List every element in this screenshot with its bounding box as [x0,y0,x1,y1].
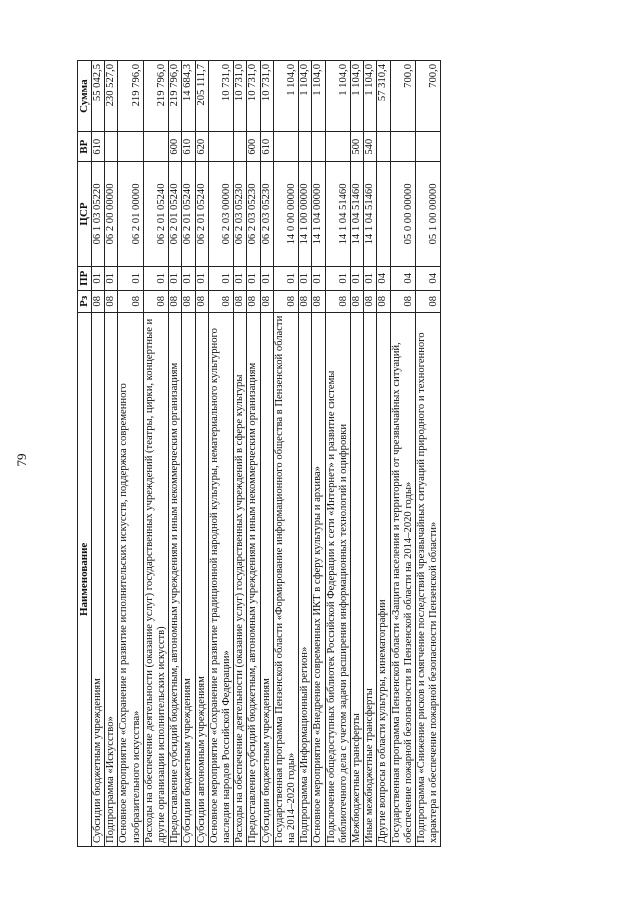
cell-pr: 01 [247,266,260,290]
table-row [273,61,298,847]
cell-name: Государственная программа Пензенской области «Защита населения и территорий от чрезвычайных ситуаций, обеспечение пожарной безопасности в Пензенской области на 2014–2020 годы» [390,312,415,846]
page-number: 79 [14,453,29,467]
cell-name: Подключение общедоступных библиотек Российской Федерации к сети «Интернет» и развитие системы библиотечного дела с учетом задачи расширения информационных технологий и оцифровки [325,312,350,846]
cell-csr: 14 1 04 51460 [325,162,350,267]
cell-name: Субсидии автономным учреждениям [195,312,208,846]
cell-sum: 219 796,0 [118,61,143,132]
cell-sum: 10 731,0 [260,61,273,132]
cell-vr: 610 [260,132,273,162]
cell-pr: 01 [118,266,143,290]
cell-name: Субсидии бюджетным учреждениям [92,312,105,846]
header-name: Наименование [78,312,92,846]
cell-csr: 06 2 01 00000 [118,162,143,267]
table-row [312,61,325,847]
cell-sum: 1 104,0 [351,61,364,132]
cell-sum: 219 796,0 [143,61,168,132]
cell-rz: 08 [377,290,390,312]
table-row [208,61,233,847]
cell-csr: 05 1 00 00000 [416,162,441,267]
rotated-page-content [77,60,585,847]
cell-sum: 700,0 [416,61,441,132]
cell-csr: 06 2 03 05230 [234,162,247,267]
cell-vr [143,132,168,162]
table-row [247,61,260,847]
cell-name: Субсидии бюджетным учреждениям [182,312,195,846]
cell-csr: 06 2 00 00000 [105,162,118,267]
cell-csr: 06 1 03 05220 [92,162,105,267]
cell-name: Подпрограмма «Информационный регион» [299,312,312,846]
cell-pr: 01 [105,266,118,290]
cell-pr: 01 [182,266,195,290]
cell-rz: 08 [118,290,143,312]
table-row [169,61,182,847]
cell-pr: 01 [169,266,182,290]
cell-sum: 1 104,0 [273,61,298,132]
cell-rz: 08 [325,290,350,312]
cell-name: Государственная программа Пензенской области «Формирование информационного общества в Пензенской области на 2014–2020 годы» [273,312,298,846]
cell-rz: 08 [247,290,260,312]
cell-rz: 08 [273,290,298,312]
cell-csr: 05 0 00 00000 [390,162,415,267]
cell-rz: 08 [260,290,273,312]
cell-pr: 01 [260,266,273,290]
cell-sum: 10 731,0 [234,61,247,132]
table-row [118,61,143,847]
cell-rz: 08 [92,290,105,312]
header-rz: Рз [78,290,92,312]
cell-sum: 205 111,7 [195,61,208,132]
cell-rz: 08 [143,290,168,312]
cell-sum: 1 104,0 [325,61,350,132]
cell-name: Расходы на обеспечение деятельности (оказание услуг) государственных учреждений (театры, цирки, концертные и другие организации исполнительских искусств) [143,312,168,846]
table-row [143,61,168,847]
cell-rz: 08 [169,290,182,312]
table-row [195,61,208,847]
cell-vr [234,132,247,162]
cell-pr: 01 [208,266,233,290]
cell-vr: 600 [247,132,260,162]
cell-pr: 01 [351,266,364,290]
cell-name: Расходы на обеспечение деятельности (оказание услуг) государственных учреждений в сфере культуры [234,312,247,846]
cell-pr: 01 [364,266,377,290]
table-row [182,61,195,847]
cell-sum: 700,0 [390,61,415,132]
cell-csr [377,162,390,267]
cell-vr [377,132,390,162]
cell-csr: 14 1 00 00000 [299,162,312,267]
cell-pr: 04 [390,266,415,290]
cell-csr: 06 2 01 05240 [169,162,182,267]
cell-csr: 14 1 04 51460 [351,162,364,267]
cell-csr: 06 2 03 00000 [208,162,233,267]
cell-csr: 06 2 03 05230 [247,162,260,267]
cell-name: Основное мероприятие «Внедрение современных ИКТ в сферу культуры и архива» [312,312,325,846]
header-row [78,61,92,847]
cell-vr [118,132,143,162]
table-row [377,61,390,847]
table-body [92,61,441,847]
cell-rz: 08 [234,290,247,312]
cell-rz: 08 [299,290,312,312]
cell-name: Основное мероприятие «Сохранение и развитие исполнительских искусств, поддержка современного изобразительного искусства» [118,312,143,846]
cell-name: Основное мероприятие «Сохранение и развитие традиционной народной культуры, нематериального культурного наследия народов Российской Федерации» [208,312,233,846]
cell-vr [208,132,233,162]
cell-vr [325,132,350,162]
cell-rz: 08 [351,290,364,312]
cell-vr: 540 [364,132,377,162]
cell-rz: 08 [182,290,195,312]
table-row [364,61,377,847]
cell-rz: 08 [390,290,415,312]
header-csr: ЦСР [78,162,92,267]
cell-name: Иные межбюджетные трансферты [364,312,377,846]
cell-name: Предоставление субсидий бюджетным, автономным учреждениям и иным некоммерческим организациям [247,312,260,846]
cell-vr: 620 [195,132,208,162]
cell-csr: 06 2 03 05230 [260,162,273,267]
table-row [234,61,247,847]
cell-sum: 57 310,4 [377,61,390,132]
cell-pr: 01 [273,266,298,290]
cell-csr: 06 2 01 05240 [182,162,195,267]
cell-sum: 1 104,0 [364,61,377,132]
cell-vr [312,132,325,162]
cell-name: Подпрограмма «Искусство» [105,312,118,846]
cell-csr: 14 1 04 51460 [364,162,377,267]
cell-pr: 01 [143,266,168,290]
cell-rz: 08 [208,290,233,312]
cell-rz: 08 [105,290,118,312]
cell-name: Субсидии бюджетным учреждениям [260,312,273,846]
cell-pr: 01 [234,266,247,290]
cell-sum: 230 527,0 [105,61,118,132]
header-sum: Сумма [78,61,92,132]
cell-vr: 500 [351,132,364,162]
cell-sum: 55 042,5 [92,61,105,132]
table-row [92,61,105,847]
cell-pr: 01 [195,266,208,290]
cell-sum: 14 684,3 [182,61,195,132]
cell-vr [299,132,312,162]
cell-csr: 06 2 01 05240 [195,162,208,267]
cell-rz: 08 [195,290,208,312]
cell-pr: 04 [377,266,390,290]
cell-rz: 08 [416,290,441,312]
cell-pr: 01 [299,266,312,290]
table-row [105,61,118,847]
cell-csr: 14 1 04 00000 [312,162,325,267]
table-row [299,61,312,847]
cell-rz: 08 [364,290,377,312]
cell-sum: 1 104,0 [312,61,325,132]
cell-vr [273,132,298,162]
table-row [351,61,364,847]
cell-sum: 10 731,0 [208,61,233,132]
cell-vr: 610 [182,132,195,162]
cell-vr [390,132,415,162]
budget-table [77,60,441,847]
cell-vr: 610 [92,132,105,162]
cell-name: Другие вопросы в области культуры, кинематографии [377,312,390,846]
cell-sum: 219 796,0 [169,61,182,132]
cell-rz: 08 [312,290,325,312]
cell-csr: 14 0 00 00000 [273,162,298,267]
cell-pr: 04 [416,266,441,290]
cell-sum: 1 104,0 [299,61,312,132]
cell-vr [105,132,118,162]
cell-sum: 10 731,0 [247,61,260,132]
cell-name: Подпрограмма «Снижение рисков и смягчение последствий чрезвычайных ситуаций природного и техногенного характера и обеспечение пожарной безопасности Пензенской области» [416,312,441,846]
cell-pr: 01 [325,266,350,290]
cell-name: Предоставление субсидий бюджетным, автономным учреждениям и иным некоммерческим организациям [169,312,182,846]
cell-pr: 01 [92,266,105,290]
header-pr: ПР [78,266,92,290]
cell-name: Межбюджетные трансферты [351,312,364,846]
cell-vr: 600 [169,132,182,162]
table-row [390,61,415,847]
cell-pr: 01 [312,266,325,290]
cell-vr [416,132,441,162]
header-vr: ВР [78,132,92,162]
cell-csr: 06 2 01 05240 [143,162,168,267]
table-row [260,61,273,847]
table-row [416,61,441,847]
table-row [325,61,350,847]
